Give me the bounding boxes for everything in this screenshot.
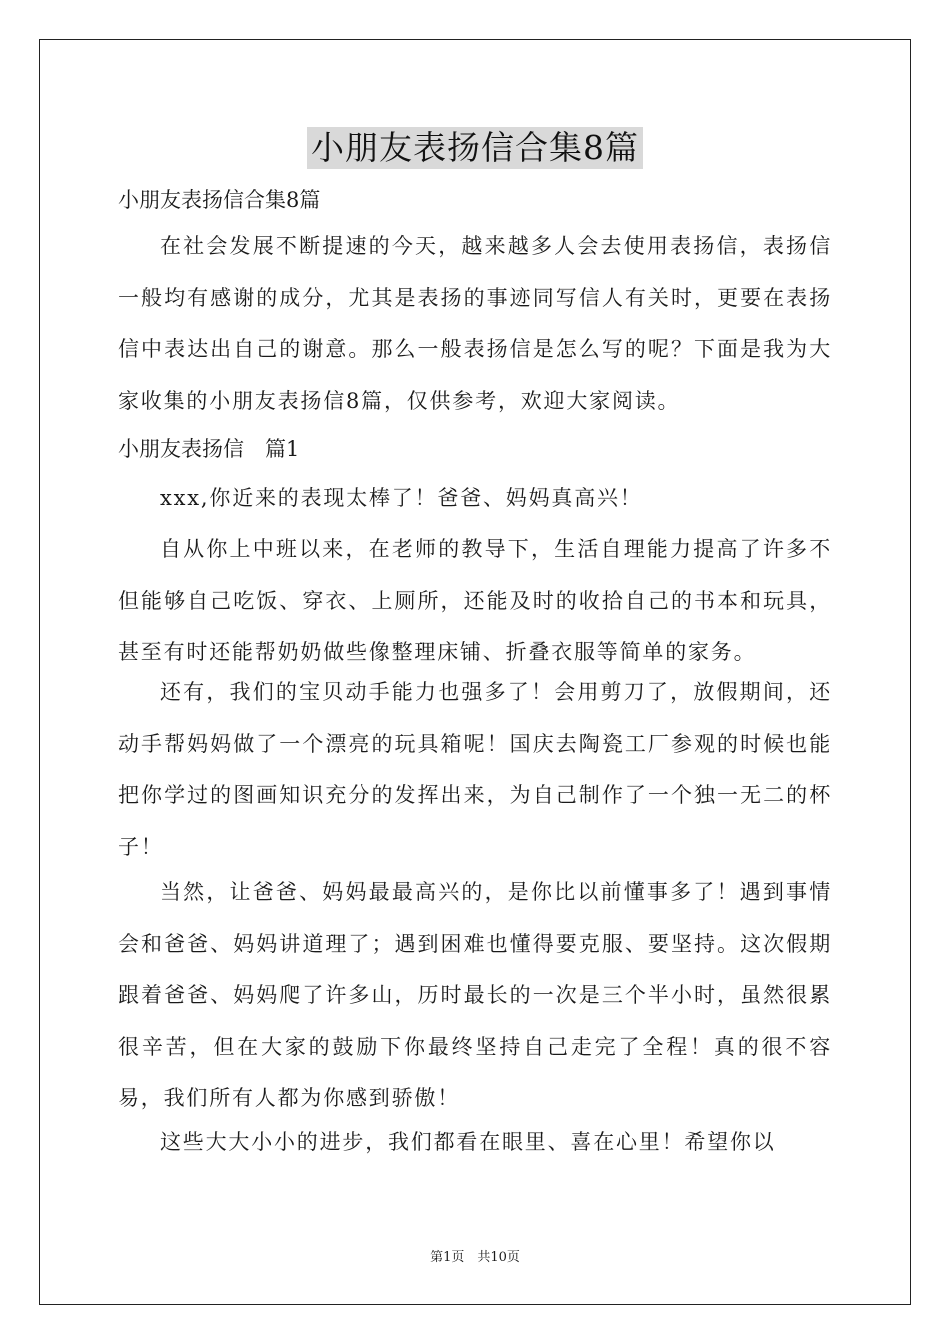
body-paragraph: 当然，让爸爸、妈妈最最高兴的，是你比以前懂事多了！遇到事情会和爸爸、妈妈讲道理了；遇到困难也懂得要克服、要坚持。这次假期跟着爸爸、妈妈爬了许多山，历时最长的一次是三个半小时，虽然很累很辛苦，但在大家的鼓励下你最终坚持自己走完了全程！真的很不容易，我们所有人都为你感到骄傲！ xyxy=(118,880,832,1110)
intro-paragraph: 在社会发展不断提速的今天，越来越多人会去使用表扬信，表扬信一般均有感谢的成分，尤其是表扬的事迹同写信人有关时，更要在表扬信中表达出自己的谢意。那么一般表扬信是怎么写的呢？下面是我为大家收集的小朋友表扬信8篇，仅供参考，欢迎大家阅读。 xyxy=(118,234,832,413)
title-container xyxy=(0,127,950,169)
body-paragraph: 自从你上中班以来，在老师的教导下，生活自理能力提高了许多不但能够自己吃饭、穿衣、上厕所，还能及时的收拾自己的书本和玩具，甚至有时还能帮奶奶做些像整理床铺、折叠衣服等简单的家务。 xyxy=(118,537,832,664)
page-number: 第1页 共10页 xyxy=(430,1250,520,1265)
body-paragraph: xxx,你近来的表现太棒了！爸爸、妈妈真高兴！ xyxy=(160,486,643,510)
section-heading: 小朋友表扬信 篇1 xyxy=(118,437,300,461)
document-title: 小朋友表扬信合集8篇 xyxy=(307,127,643,169)
document-subtitle: 小朋友表扬信合集8篇 xyxy=(118,188,321,212)
body-paragraph: 还有，我们的宝贝动手能力也强多了！会用剪刀了，放假期间，还动手帮妈妈做了一个漂亮的玩具箱呢！国庆去陶瓷工厂参观的时候也能把你学过的图画知识充分的发挥出来，为自己制作了一个独一无二的杯子！ xyxy=(118,680,832,859)
body-paragraph: 这些大大小小的进步，我们都看在眼里、喜在心里！希望你以 xyxy=(160,1130,776,1154)
